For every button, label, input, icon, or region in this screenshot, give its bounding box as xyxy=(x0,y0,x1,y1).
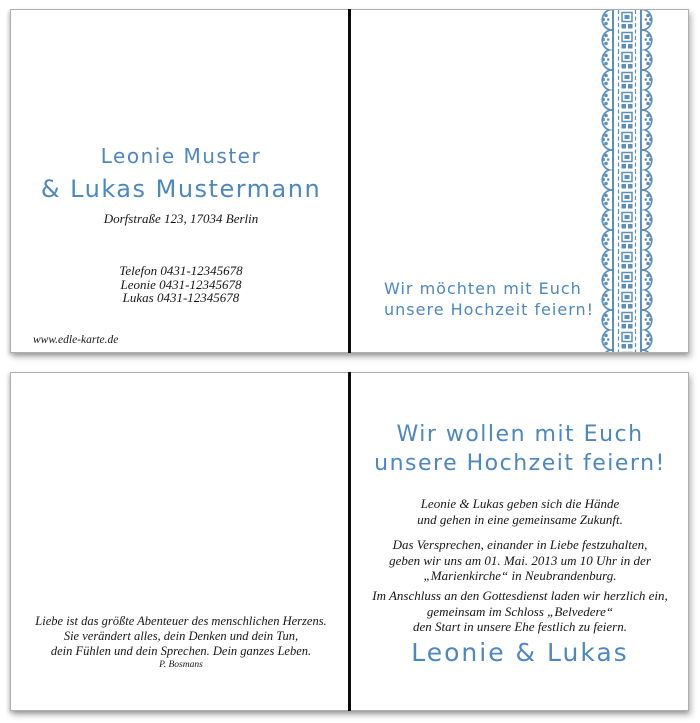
couple-signature: Leonie & Lukas xyxy=(411,638,629,667)
fold-line xyxy=(348,9,351,353)
quote-line3: dein Fühlen und dein Sprechen. Dein ganzes Leben. xyxy=(50,644,312,658)
reception-line1: Im Anschluss an den Gottesdienst laden wir herzlich ein, xyxy=(372,588,668,603)
reception-details-paragraph xyxy=(351,588,689,635)
invitation-card-inside-spread xyxy=(10,372,689,711)
ceremony-line2: geben wir uns am 01. Mai. 2013 um 10 Uhr in der xyxy=(389,552,651,568)
cover-headline xyxy=(384,278,594,320)
fold-line xyxy=(348,372,351,711)
inside-headline xyxy=(351,420,689,478)
quote-line1: Liebe ist das größte Abenteuer des menschlichen Herzens. xyxy=(35,614,327,628)
love-quote xyxy=(11,614,351,671)
quote-attribution: P. Bosmans xyxy=(159,660,203,670)
phone-list xyxy=(11,264,351,305)
quote-line2: Sie verändert alles, dein Denken und dein Tun, xyxy=(63,629,299,643)
phone-line: Lukas 0431-12345678 xyxy=(122,290,240,305)
cover-headline-line1: Wir möchten mit Euch xyxy=(384,279,582,298)
phone-line: Leonie 0431-12345678 xyxy=(120,276,242,292)
invitation-intro-paragraph xyxy=(351,496,689,527)
inside-headline-line2: unsere Hochzeit feiern! xyxy=(374,451,666,476)
lace-border-ornament xyxy=(598,10,656,352)
intro-line1: Leonie & Lukas geben sich die Hände xyxy=(420,496,620,511)
bride-name: Leonie Muster xyxy=(100,144,262,168)
cover-headline-line2: unsere Hochzeit feiern! xyxy=(384,300,595,319)
couple-address: Dorfstraße 123, 17034 Berlin xyxy=(103,211,259,226)
ceremony-details-paragraph xyxy=(351,537,689,584)
ceremony-line3: „Marienkirche“ in Neubrandenburg. xyxy=(423,568,617,583)
reception-line3: den Start in unsere Ehe festlich zu feiern. xyxy=(413,619,627,634)
reception-line2: gemeinsam im Schloss „Belvedere“ xyxy=(426,603,614,619)
couple-names-block xyxy=(11,141,351,227)
invitation-card-outside-spread xyxy=(10,9,689,353)
intro-line2: und gehen in eine gemeinsame Zukunft. xyxy=(417,511,623,527)
phone-line: Telefon 0431-12345678 xyxy=(119,263,243,278)
groom-name: & Lukas Mustermann xyxy=(40,175,322,203)
website-url: www.edle-karte.de xyxy=(33,334,119,346)
ceremony-line1: Das Versprechen, einander in Liebe festzuhalten, xyxy=(392,537,648,552)
inside-headline-line1: Wir wollen mit Euch xyxy=(396,422,644,447)
